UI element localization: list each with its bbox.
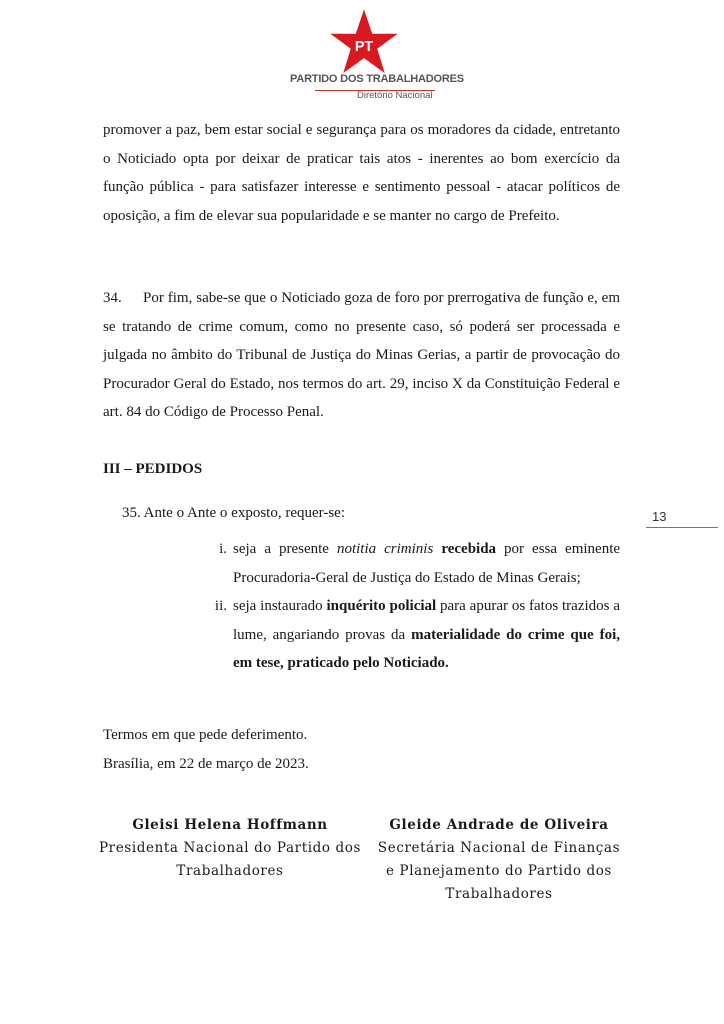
paragraph-35: 35. Ante o Ante o exposto, requer-se: [122, 505, 345, 521]
bold-term: materialidade do crime que foi, em tese, praticado pelo Noticiado. [233, 626, 621, 671]
signatory-role: Secretária Nacional de Finanças e Planejamento do Partido dos Trabalhadores [377, 840, 621, 902]
closing [103, 721, 309, 778]
italic-term: notitia criminis [336, 541, 434, 557]
text-run: seja a presente [233, 541, 337, 557]
page-number-rule [646, 527, 718, 528]
signatory-role: Presidenta Nacional do Partido dos Trabalhadores [98, 840, 362, 879]
signature-right [372, 814, 626, 906]
paragraph-34 [103, 284, 620, 427]
signatory-name: Gleide Andrade de Oliveira [389, 817, 609, 833]
list-marker: ii. [214, 598, 227, 614]
paragraph-34-text: Por fim, sabe-se que o Noticiado goza de foro por prerrogativa de função e, em se tratando de crime comum, como no presente caso, só poderá ser processada e julgada no âmbito do Tribunal de Justiça do Minas Gerias, a partir de provocação do Procurador Geral do Estado, nos termos do art. 29, inciso X da Constituição Federal e art. 84 do Código de Processo Penal. [103, 290, 620, 420]
party-name: PARTIDO DOS TRABALHADORES [290, 73, 464, 85]
bold-term: inquérito policial [326, 598, 437, 614]
paragraph-continuation: promover a paz, bem estar social e segurança para os moradores da cidade, entretanto o Noticiado opta por deixar de praticar tais atos - inerentes ao bom exercício da função pública - para satisfazer interesse e sentimento pessoal - atacar políticos de oposição, a fim de elevar sua popularidade e se manter no cargo de Prefeito. [103, 122, 620, 224]
paragraph-number: 34. [103, 290, 122, 306]
letterhead [0, 0, 724, 110]
request-text [233, 592, 620, 678]
request-text [233, 535, 620, 592]
party-subtitle: Diretório Nacional [357, 90, 433, 101]
logo-text: PT [354, 38, 374, 55]
page-number: 13 [652, 509, 667, 524]
text-run: por essa eminente Procuradoria-Geral de Justiça do Estado de Minas Gerais; [233, 541, 621, 586]
text-run: para apurar os fatos trazidos a lume, angariando provas da [233, 598, 620, 643]
list-marker: i. [219, 541, 227, 557]
closing-line: Termos em que pede deferimento. [103, 727, 308, 743]
signatory-name: Gleisi Helena Hoffmann [132, 817, 328, 833]
section-heading: III – PEDIDOS [103, 461, 203, 477]
request-item-ii [195, 592, 620, 678]
request-item-i [195, 535, 620, 592]
signature-left [96, 814, 364, 883]
bold-term: recebida [441, 541, 497, 557]
pt-star-logo-icon [328, 8, 400, 76]
date-line: Brasília, em 22 de março de 2023. [103, 755, 309, 772]
text-run: seja instaurado [233, 598, 327, 614]
